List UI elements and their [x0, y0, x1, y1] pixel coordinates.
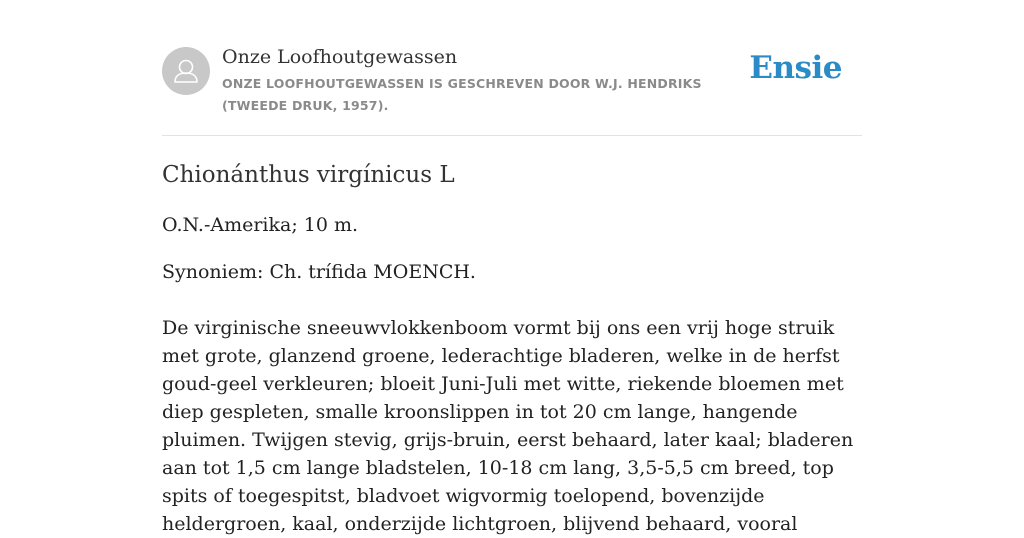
- source-title[interactable]: Onze Loofhoutgewassen: [222, 46, 458, 68]
- entry-synonym: Synoniem: Ch. trífida MOENCH.: [162, 261, 476, 283]
- header-divider: [162, 135, 862, 136]
- brand-logo[interactable]: Ensie: [749, 50, 842, 86]
- source-header: [162, 46, 862, 116]
- user-icon: [162, 47, 210, 95]
- entry-title: Chionánthus virgínicus L: [162, 162, 455, 188]
- entry-article: [162, 160, 862, 538]
- avatar[interactable]: [162, 47, 210, 95]
- entry-origin: O.N.-Amerika; 10 m.: [162, 214, 359, 236]
- entry-description: De virginische sneeuwvlokkenboom vormt bij ons een vrij hoge struik met grote, glanzend groene, lederachtige bladeren, welke in de herfst goud-geel verkleuren; bloeit Juni-Juli met witte, riekende bloemen met diep gespleten, smalle kroonslippen in tot 20 cm lange, hangende pluimen. Twijgen stevig, grijs-bruin, eerst behaard, later kaal; bladeren aan tot 1,5 cm lange bladstelen, 10-18 cm lang, 3,5-5,5 cm breed, top spits of toegespitst, bladvoet wigvormig toelopend, bovenzijde heldergroen, kaal, onderzijde lichtgroen, blijvend behaard, vooral: [162, 317, 854, 535]
- source-description: ONZE LOOFHOUTGEWASSEN IS GESCHREVEN DOOR W.J. HENDRIKS (TWEEDE DRUK, 1957).: [222, 76, 702, 113]
